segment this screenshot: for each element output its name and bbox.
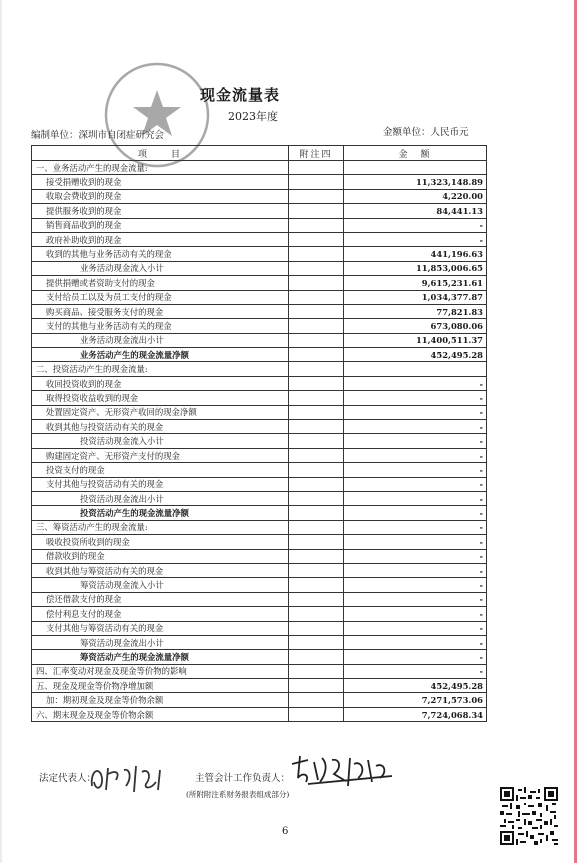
- table-row: [32, 578, 487, 592]
- row-item-label: 购买商品、接受服务支付的现金: [32, 304, 289, 318]
- table-row: [32, 477, 487, 491]
- table-row: [32, 448, 487, 462]
- table-row: [32, 607, 487, 621]
- row-note-cell: [289, 477, 344, 491]
- row-note-cell: [289, 304, 344, 318]
- row-amount: 1,034,377.87: [344, 290, 487, 304]
- table-row: [32, 218, 487, 232]
- row-note-cell: [289, 391, 344, 405]
- row-amount: -: [344, 635, 487, 649]
- table-row: [32, 491, 487, 505]
- row-amount: -: [344, 535, 487, 549]
- table-row: [32, 592, 487, 606]
- row-item-label: 筹资活动产生的现金流量净额: [32, 650, 289, 664]
- row-note-cell: [289, 491, 344, 505]
- currency-unit: 金额单位：人民币元: [383, 127, 469, 138]
- row-item-label: 五、现金及现金等价物净增加额: [32, 679, 289, 693]
- row-amount: -: [344, 391, 487, 405]
- row-amount: -: [344, 232, 487, 246]
- row-note-cell: [289, 607, 344, 621]
- row-amount: 452,495.28: [344, 679, 487, 693]
- row-note-cell: [289, 563, 344, 577]
- report-title: 现金流量表: [200, 86, 281, 104]
- row-item-label: 业务活动产生的现金流量净额: [32, 348, 289, 362]
- row-note-cell: [289, 664, 344, 678]
- row-item-label: 接受捐赠收到的现金: [32, 175, 289, 189]
- footnote: (所附附注系财务报表组成部分): [186, 790, 290, 799]
- row-item-label: 筹资活动现金流入小计: [32, 578, 289, 592]
- legal-representative-signature: [86, 760, 176, 796]
- row-amount: -: [344, 578, 487, 592]
- row-note-cell: [289, 376, 344, 390]
- row-note-cell: [289, 218, 344, 232]
- table-row: [32, 463, 487, 477]
- table-row: [32, 247, 487, 261]
- table-row: [32, 563, 487, 577]
- table-row: [32, 348, 487, 362]
- table-row: [32, 621, 487, 635]
- table-row: [32, 333, 487, 347]
- row-item-label: 业务活动现金流出小计: [32, 333, 289, 347]
- table-row: [32, 679, 487, 693]
- row-item-label: 吸收投资所收到的现金: [32, 535, 289, 549]
- row-amount: 673,080.06: [344, 319, 487, 333]
- row-note-cell: [289, 261, 344, 275]
- row-item-label: 购建固定资产、无形资产支付的现金: [32, 448, 289, 462]
- row-item-label: 偿还借款支付的现金: [32, 592, 289, 606]
- row-item-label: 支付给员工以及为员工支付的现金: [32, 290, 289, 304]
- row-amount: -: [344, 491, 487, 505]
- table-row: [32, 319, 487, 333]
- row-amount: 84,441.13: [344, 204, 487, 218]
- row-amount: [344, 362, 487, 376]
- row-amount: -: [344, 434, 487, 448]
- row-amount: -: [344, 664, 487, 678]
- row-amount: 7,271,573.06: [344, 693, 487, 707]
- table-row: [32, 376, 487, 390]
- row-amount: -: [344, 549, 487, 563]
- row-item-label: 收回投资收到的现金: [32, 376, 289, 390]
- table-row: [32, 434, 487, 448]
- table-row: [32, 232, 487, 246]
- row-amount: -: [344, 592, 487, 606]
- row-note-cell: [289, 290, 344, 304]
- table-row: [32, 161, 487, 175]
- row-note-cell: [289, 333, 344, 347]
- row-item-label: 收到其他与筹资活动有关的现金: [32, 563, 289, 577]
- qr-code: [500, 787, 558, 845]
- row-item-label: 三、筹资活动产生的现金流量:: [32, 520, 289, 534]
- row-amount: -: [344, 563, 487, 577]
- row-amount: -: [344, 448, 487, 462]
- row-item-label: 支付其他与筹资活动有关的现金: [32, 621, 289, 635]
- row-note-cell: [289, 535, 344, 549]
- row-item-label: 政府补助收到的现金: [32, 232, 289, 246]
- page-number: 6: [282, 826, 289, 837]
- table-header-row: [32, 146, 487, 161]
- row-amount: -: [344, 520, 487, 534]
- table-row: [32, 693, 487, 707]
- row-amount: 11,323,148.89: [344, 175, 487, 189]
- row-note-cell: [289, 578, 344, 592]
- row-note-cell: [289, 520, 344, 534]
- row-item-label: 处置固定资产、无形资产收回的现金净额: [32, 405, 289, 419]
- row-item-label: 提供服务收到的现金: [32, 204, 289, 218]
- table-row: [32, 362, 487, 376]
- row-item-label: 投资活动现金流出小计: [32, 491, 289, 505]
- row-item-label: 支付的其他与业务活动有关的现金: [32, 319, 289, 333]
- row-amount: -: [344, 607, 487, 621]
- row-amount: -: [344, 621, 487, 635]
- accounting-head-label: 主管会计工作负责人：: [195, 773, 291, 784]
- row-item-label: 六、期末现金及现金等价物余额: [32, 707, 289, 721]
- row-note-cell: [289, 448, 344, 462]
- accounting-head-signature: [288, 752, 398, 792]
- table-row: [32, 635, 487, 649]
- table-row: [32, 549, 487, 563]
- table-row: [32, 420, 487, 434]
- row-amount: -: [344, 376, 487, 390]
- row-amount: 77,821.83: [344, 304, 487, 318]
- table-row: [32, 175, 487, 189]
- row-note-cell: [289, 434, 344, 448]
- row-item-label: 取得投资收益收到的现金: [32, 391, 289, 405]
- table-row: [32, 276, 487, 290]
- row-note-cell: [289, 635, 344, 649]
- reporting-entity: 编制单位：深圳市自闭症研究会: [31, 130, 165, 141]
- row-amount: -: [344, 420, 487, 434]
- row-item-label: 提供捐赠或者资助支付的现金: [32, 276, 289, 290]
- table-row: [32, 650, 487, 664]
- row-note-cell: [289, 592, 344, 606]
- row-amount: -: [344, 405, 487, 419]
- row-item-label: 收到其他与投资活动有关的现金: [32, 420, 289, 434]
- table-row: [32, 405, 487, 419]
- row-note-cell: [289, 679, 344, 693]
- table-row: [32, 506, 487, 520]
- table-row: [32, 664, 487, 678]
- table-row: [32, 520, 487, 534]
- row-amount: -: [344, 477, 487, 491]
- table-row: [32, 707, 487, 721]
- row-note-cell: [289, 549, 344, 563]
- row-amount: [344, 161, 487, 175]
- row-item-label: 投资支付的现金: [32, 463, 289, 477]
- row-item-label: 借款收到的现金: [32, 549, 289, 563]
- row-note-cell: [289, 189, 344, 203]
- row-amount: -: [344, 218, 487, 232]
- row-amount: 441,196.63: [344, 247, 487, 261]
- row-amount: -: [344, 463, 487, 477]
- row-item-label: 偿付利息支付的现金: [32, 607, 289, 621]
- row-amount: 4,220.00: [344, 189, 487, 203]
- row-item-label: 投资活动现金流入小计: [32, 434, 289, 448]
- row-note-cell: [289, 204, 344, 218]
- table-row: [32, 261, 487, 275]
- row-item-label: 收取会费收到的现金: [32, 189, 289, 203]
- row-note-cell: [289, 693, 344, 707]
- legal-representative-label: 法定代表人：: [39, 773, 97, 784]
- row-note-cell: [289, 405, 344, 419]
- row-item-label: 二、投资活动产生的现金流量:: [32, 362, 289, 376]
- row-note-cell: [289, 650, 344, 664]
- row-note-cell: [289, 161, 344, 175]
- row-note-cell: [289, 707, 344, 721]
- row-item-label: 投资活动产生的现金流量净额: [32, 506, 289, 520]
- table-row: [32, 391, 487, 405]
- row-note-cell: [289, 506, 344, 520]
- row-note-cell: [289, 232, 344, 246]
- row-note-cell: [289, 348, 344, 362]
- row-item-label: 收到的其他与业务活动有关的现金: [32, 247, 289, 261]
- table-row: [32, 290, 487, 304]
- row-note-cell: [289, 463, 344, 477]
- row-item-label: 业务活动现金流入小计: [32, 261, 289, 275]
- note-column-header: 附注四: [289, 146, 344, 161]
- row-note-cell: [289, 175, 344, 189]
- row-amount: 9,615,231.61: [344, 276, 487, 290]
- table-row: [32, 204, 487, 218]
- row-note-cell: [289, 420, 344, 434]
- report-year: 2023年度: [228, 110, 278, 123]
- row-amount: 7,724,068.34: [344, 707, 487, 721]
- row-item-label: 四、汇率变动对现金及现金等价物的影响: [32, 664, 289, 678]
- row-note-cell: [289, 247, 344, 261]
- row-note-cell: [289, 276, 344, 290]
- table-row: [32, 304, 487, 318]
- row-note-cell: [289, 362, 344, 376]
- item-column-header: 项 目: [32, 146, 289, 161]
- page-left-edge: [0, 0, 2, 863]
- row-item-label: 一、业务活动产生的现金流量:: [32, 161, 289, 175]
- row-item-label: 销售商品收到的现金: [32, 218, 289, 232]
- row-note-cell: [289, 319, 344, 333]
- row-amount: 11,853,006.65: [344, 261, 487, 275]
- table-row: [32, 535, 487, 549]
- row-item-label: 支付其他与投资活动有关的现金: [32, 477, 289, 491]
- row-item-label: 筹资活动现金流出小计: [32, 635, 289, 649]
- row-item-label: 加：期初现金及现金等价物余额: [32, 693, 289, 707]
- row-amount: -: [344, 506, 487, 520]
- table-row: [32, 189, 487, 203]
- row-note-cell: [289, 621, 344, 635]
- row-amount: -: [344, 650, 487, 664]
- cash-flow-table: [31, 145, 487, 722]
- row-amount: 11,400,511.37: [344, 333, 487, 347]
- row-amount: 452,495.28: [344, 348, 487, 362]
- amount-column-header: 金 额: [344, 146, 487, 161]
